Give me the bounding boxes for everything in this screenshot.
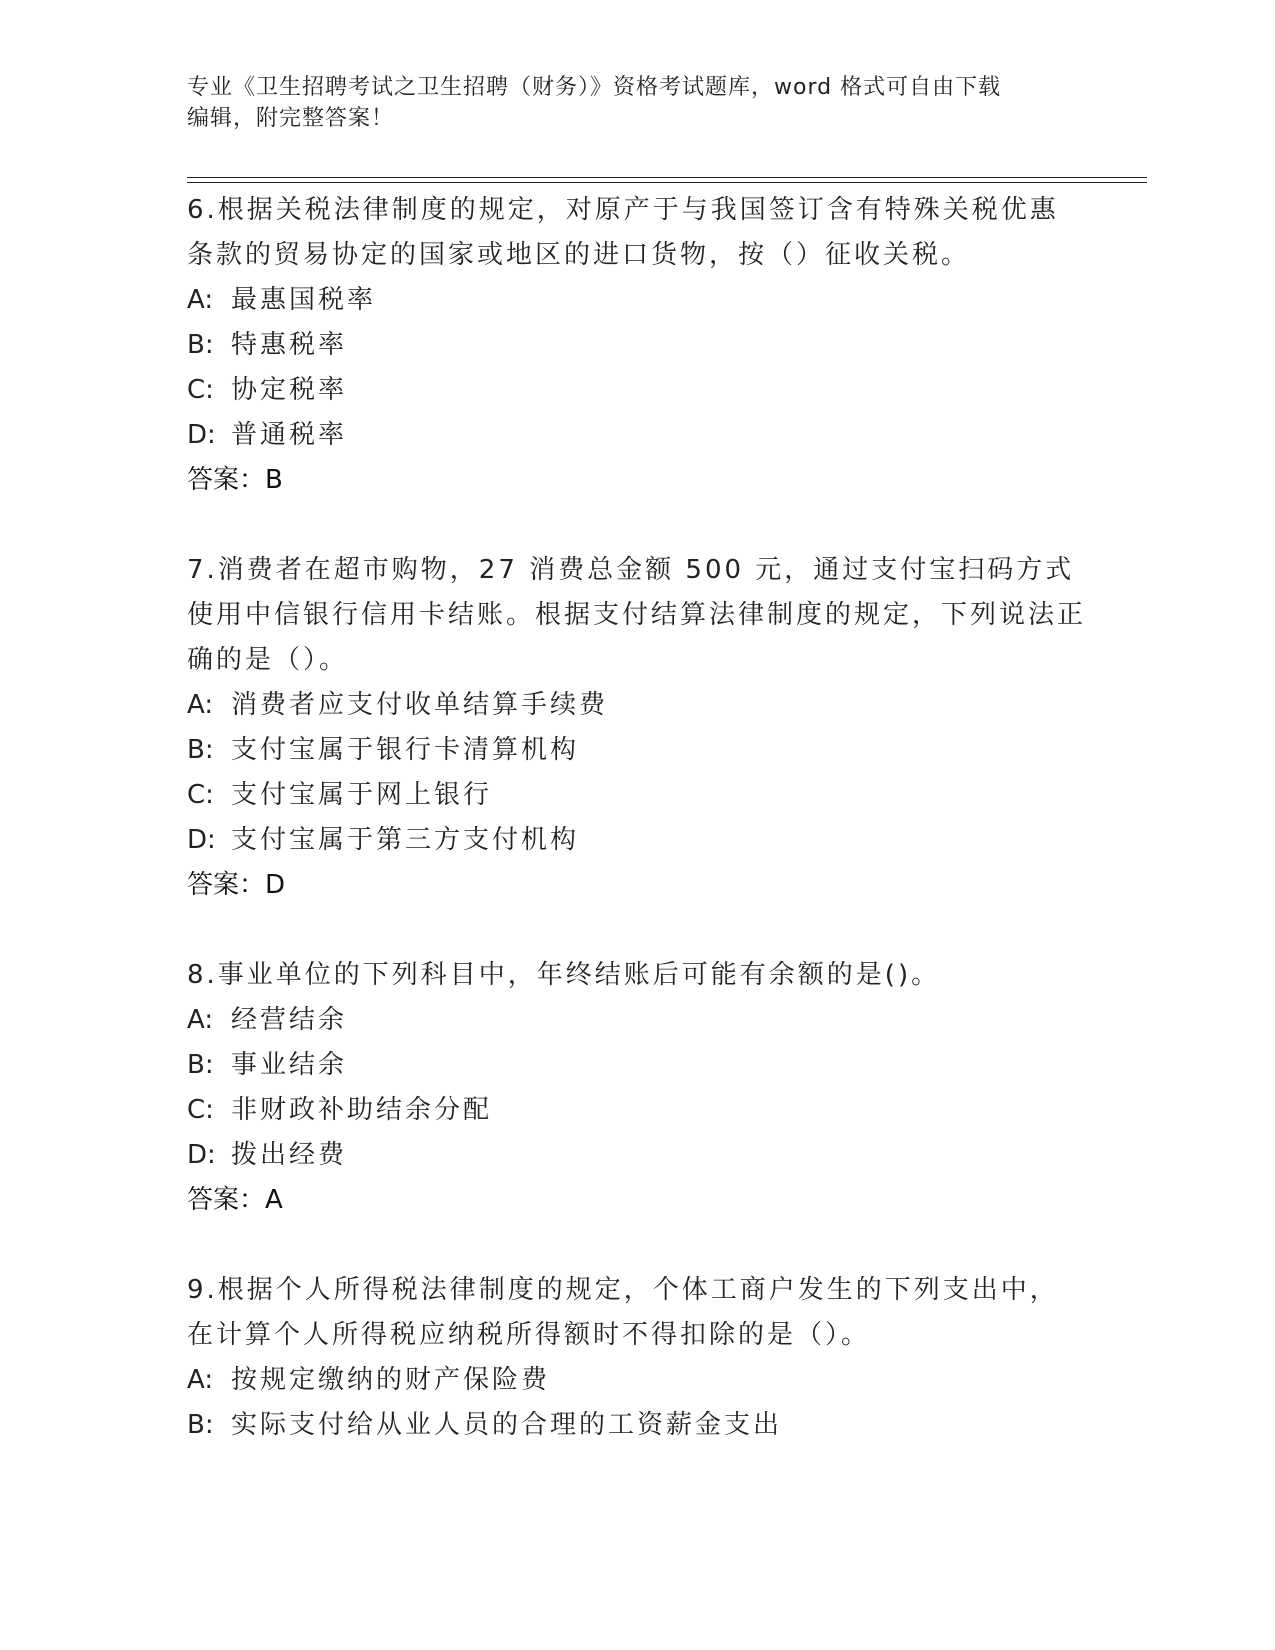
option-a (187, 1358, 1087, 1403)
answer-line: 答案：A (187, 1185, 283, 1215)
option-letter: A: (187, 1365, 214, 1395)
header-divider-bottom (187, 182, 1147, 183)
option-text: 经营结余 (231, 1005, 348, 1035)
option-letter: B: (187, 1050, 214, 1080)
question-stem: 9.根据个人所得税法律制度的规定，个体工商户发生的下列支出中，在计算个人所得税应纳税所得额时不得扣除的是（）。 (187, 1275, 1059, 1350)
option-text: 事业结余 (231, 1050, 348, 1080)
header-line-2: 编辑，附完整答案！ (187, 106, 395, 131)
option-a (187, 278, 1087, 323)
option-b (187, 728, 1087, 773)
option-letter: C: (187, 375, 214, 405)
option-text: 特惠税率 (231, 330, 348, 360)
answer-line: 答案：B (187, 465, 283, 495)
option-d (187, 1133, 1087, 1178)
option-text: 普通税率 (231, 420, 348, 450)
option-letter: D: (187, 1140, 216, 1170)
question-list (187, 188, 1087, 1493)
option-text: 拨出经费 (231, 1140, 348, 1170)
option-a (187, 998, 1087, 1043)
document-header (187, 72, 1067, 134)
option-letter: C: (187, 780, 214, 810)
option-letter: A: (187, 285, 214, 315)
option-c (187, 773, 1087, 818)
question-7 (187, 548, 1087, 908)
option-letter: A: (187, 1005, 214, 1035)
option-letter: C: (187, 1095, 214, 1125)
option-d (187, 413, 1087, 458)
option-text: 实际支付给从业人员的合理的工资薪金支出 (231, 1410, 783, 1440)
option-text: 最惠国税率 (231, 285, 377, 315)
option-b (187, 1043, 1087, 1088)
header-divider-top (187, 177, 1147, 178)
option-text: 支付宝属于银行卡清算机构 (231, 735, 580, 765)
option-text: 消费者应支付收单结算手续费 (231, 690, 609, 720)
option-b (187, 323, 1087, 368)
option-c (187, 368, 1087, 413)
question-stem: 7.消费者在超市购物，27 消费总金额 500 元，通过支付宝扫码方式使用中信银行信用卡结账。根据支付结算法律制度的规定，下列说法正确的是（）。 (187, 555, 1087, 675)
question-stem: 6.根据关税法律制度的规定，对原产于与我国签订含有特殊关税优惠条款的贸易协定的国家或地区的进口货物，按（）征收关税。 (187, 195, 1059, 270)
option-a (187, 683, 1087, 728)
question-stem: 8.事业单位的下列科目中，年终结账后可能有余额的是()。 (187, 960, 941, 990)
option-letter: D: (187, 825, 216, 855)
option-letter: D: (187, 420, 216, 450)
option-letter: A: (187, 690, 214, 720)
option-letter: B: (187, 735, 214, 765)
option-letter: B: (187, 330, 214, 360)
option-text: 协定税率 (231, 375, 348, 405)
question-6 (187, 188, 1087, 503)
option-c (187, 1088, 1087, 1133)
question-8 (187, 953, 1087, 1223)
option-d (187, 818, 1087, 863)
option-text: 支付宝属于第三方支付机构 (231, 825, 580, 855)
question-9 (187, 1268, 1087, 1448)
option-letter: B: (187, 1410, 214, 1440)
option-text: 非财政补助结余分配 (231, 1095, 493, 1125)
header-line-1: 专业《卫生招聘考试之卫生招聘（财务）》资格考试题库，word 格式可自由下载 (187, 75, 1002, 100)
option-text: 按规定缴纳的财产保险费 (231, 1365, 551, 1395)
option-text: 支付宝属于网上银行 (231, 780, 493, 810)
option-b (187, 1403, 1087, 1448)
answer-line: 答案：D (187, 870, 286, 900)
